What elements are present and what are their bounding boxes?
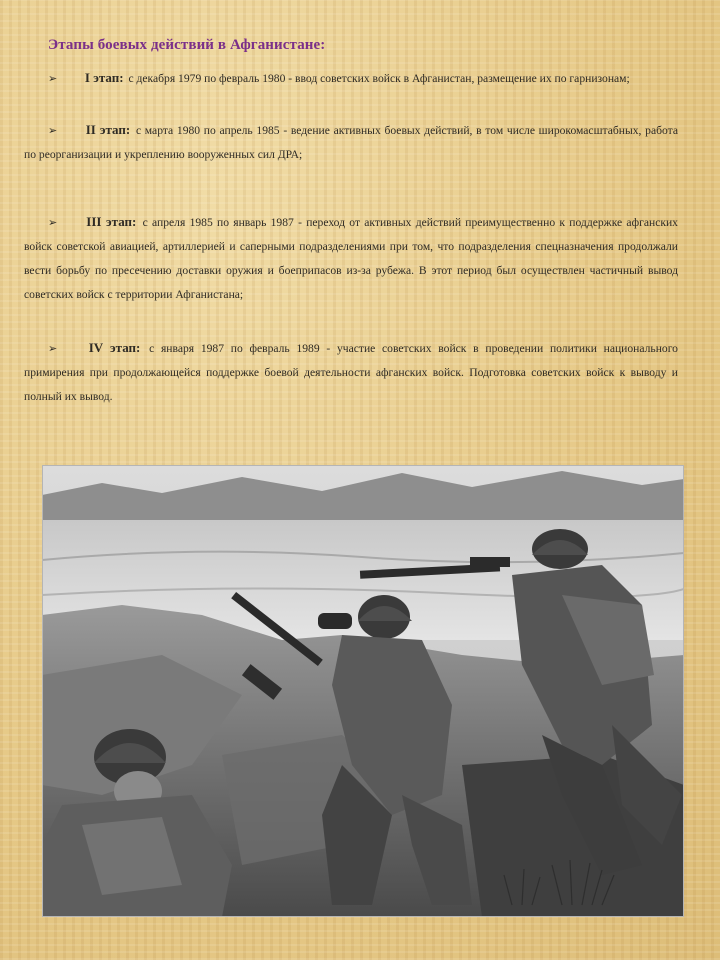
stage-3-label: III этап:	[86, 214, 137, 229]
stage-4-paragraph	[24, 336, 678, 409]
page-title: Этапы боевых действий в Афганистане:	[48, 37, 326, 53]
arrow-bullet-icon: ➢	[48, 217, 58, 229]
arrow-bullet-icon: ➢	[48, 343, 58, 355]
stage-1-paragraph	[24, 66, 678, 91]
stage-3-paragraph	[24, 210, 678, 307]
stage-2-text: с марта 1980 по апрель 1985 - ведение активных боевых действий, в том числе широкомасштабных, работа по реорганизации и укреплению вооруженных сил ДРА;	[24, 124, 678, 161]
stage-4-text: с января 1987 по февраль 1989 - участие советских войск в проведении политики национального примирения при продолжающейся поддержке боевой деятельности афганских войск. Подготовка советских войск к выводу и полный их вывод.	[24, 342, 678, 403]
arrow-bullet-icon: ➢	[48, 73, 58, 85]
stage-1-label: I этап:	[84, 70, 124, 85]
stage-3-text: с апреля 1985 по январь 1987 - переход от активных действий преимущественно к поддержке афганских войск советской авиацией, артиллерией и саперными подразделениями при том, что подразделения спецназначения продолжали вести борьбу по пресечению доставки оружия и боеприпасов из-за рубежа. В этот период был осуществлен частичный вывод советских войск с территории Афганистана;	[24, 216, 678, 301]
soldiers-photo-image	[42, 465, 684, 917]
stage-2-label: II этап:	[85, 122, 131, 137]
stage-2-paragraph	[24, 118, 678, 167]
arrow-bullet-icon: ➢	[48, 125, 58, 137]
soldiers-photo	[42, 465, 684, 917]
stage-4-label: IV этап:	[88, 340, 141, 355]
stage-1-text: с декабря 1979 по февраль 1980 - ввод советских войск в Афганистан, размещение их по гарнизонам;	[128, 72, 630, 85]
